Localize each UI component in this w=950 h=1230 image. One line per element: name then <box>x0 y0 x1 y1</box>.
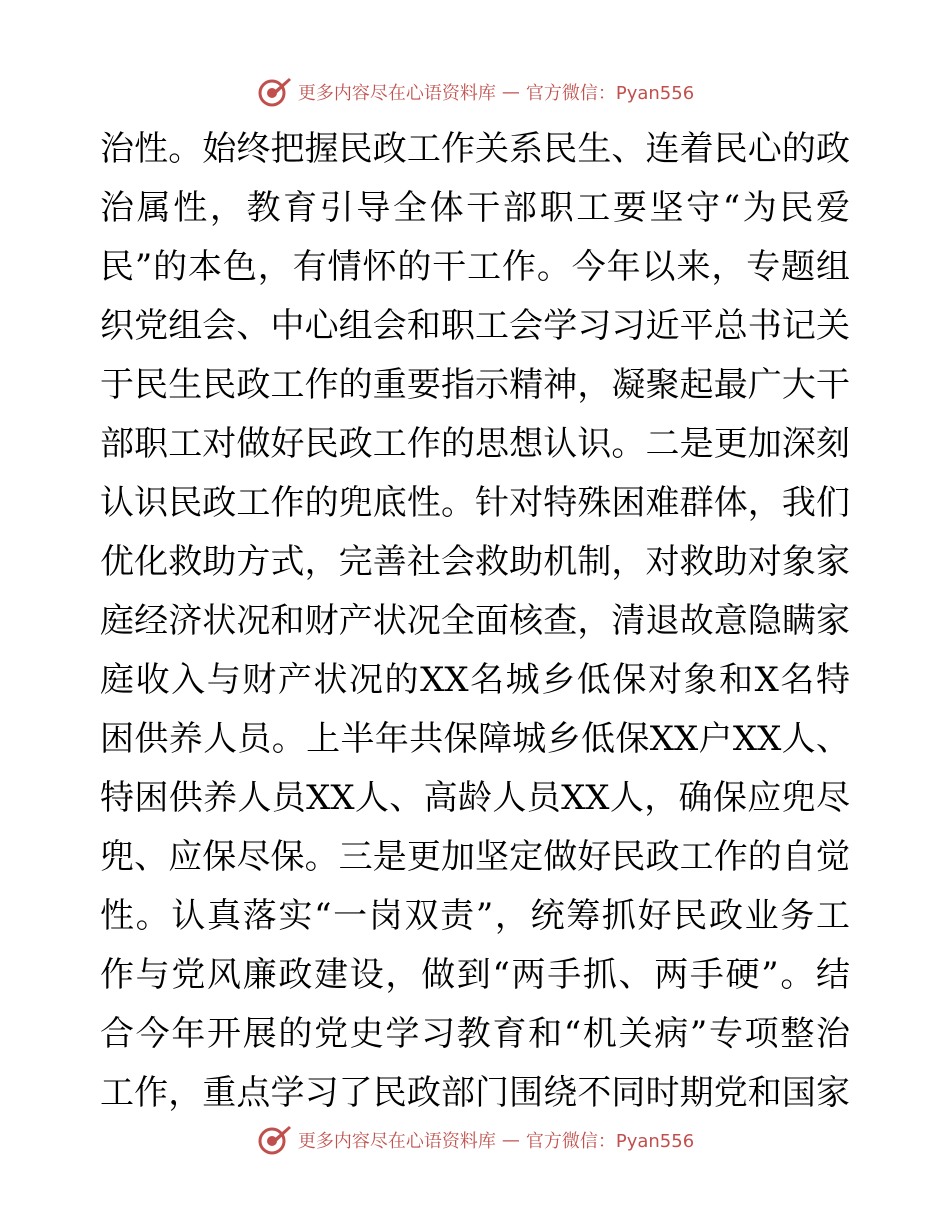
body-line: 庭收入与财产状况的XX名城乡低保对象和X名特 <box>100 660 850 700</box>
body-line: 特困供养人员XX人、高龄人员XX人，确保应兜尽 <box>100 778 850 818</box>
footer-watermark <box>0 1124 950 1156</box>
body-line: 庭经济状况和财产状况全面核查，清退故意隐瞒家 <box>100 601 850 641</box>
watermark-text-left: 更多内容尽在心语资料库 <box>297 83 496 104</box>
body-line: 优化救助方式，完善社会救助机制，对救助对象家 <box>100 542 850 582</box>
watermark-text-right: 官方微信：Pyan556 <box>525 1131 695 1152</box>
body-line: 于民生民政工作的重要指示精神，凝聚起最广大干 <box>100 365 850 405</box>
pen-circle-logo-icon <box>256 76 292 108</box>
body-line: 治属性，教育引导全体干部职工要坚守“为民爱 <box>100 188 850 228</box>
watermark-separator: — <box>501 1129 520 1151</box>
body-line: 认识民政工作的兜底性。针对特殊困难群体，我们 <box>100 483 850 523</box>
body-line: 困供养人员。上半年共保障城乡低保XX户XX人、 <box>100 719 850 759</box>
body-line: 兜、应保尽保。三是更加坚定做好民政工作的自觉 <box>100 837 850 877</box>
body-line: 作与党风廉政建设，做到“两手抓、两手硬”。结 <box>100 955 850 995</box>
watermark-separator: — <box>501 81 520 103</box>
body-line: 合今年开展的党史学习教育和“机关病”专项整治 <box>100 1014 850 1054</box>
document-body <box>100 120 850 1123</box>
watermark-text-right: 官方微信：Pyan556 <box>525 83 695 104</box>
header-watermark <box>0 76 950 108</box>
body-line: 织党组会、中心组会和职工会学习习近平总书记关 <box>100 306 850 346</box>
body-line: 性。认真落实“一岗双责”，统筹抓好民政业务工 <box>100 896 850 936</box>
body-line: 工作，重点学习了民政部门围绕不同时期党和国家 <box>100 1073 850 1113</box>
body-line: 部职工对做好民政工作的思想认识。二是更加深刻 <box>100 424 850 464</box>
body-line: 治性。始终把握民政工作关系民生、连着民心的政 <box>100 129 850 169</box>
body-line: 民”的本色，有情怀的干工作。今年以来，专题组 <box>100 247 850 287</box>
watermark-text-left: 更多内容尽在心语资料库 <box>297 1131 496 1152</box>
pen-circle-logo-icon <box>256 1124 292 1156</box>
